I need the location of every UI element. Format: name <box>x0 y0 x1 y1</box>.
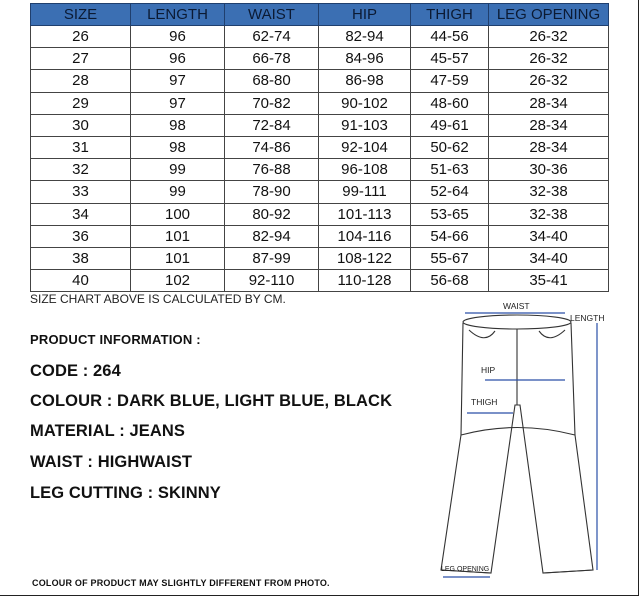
table-cell: 54-66 <box>411 225 489 247</box>
table-cell: 36 <box>31 225 131 247</box>
table-row <box>31 225 609 247</box>
table-cell: 108-122 <box>319 247 411 269</box>
table-cell: 56-68 <box>411 270 489 292</box>
table-cell: 51-63 <box>411 159 489 181</box>
table-cell: 104-116 <box>319 225 411 247</box>
product-material: MATERIAL : JEANS <box>30 422 185 440</box>
leg-opening-label: LEG OPENING <box>441 566 490 573</box>
table-row <box>31 181 609 203</box>
table-cell: 45-57 <box>411 48 489 70</box>
table-cell: 28-34 <box>489 114 609 136</box>
table-cell: 47-59 <box>411 70 489 92</box>
product-colour: COLOUR : DARK BLUE, LIGHT BLUE, BLACK <box>30 392 393 410</box>
column-header: HIP <box>319 4 411 26</box>
table-cell: 32-38 <box>489 203 609 225</box>
table-cell: 91-103 <box>319 114 411 136</box>
footer-disclaimer: COLOUR OF PRODUCT MAY SLIGHTLY DIFFERENT FROM PHOTO. <box>32 578 330 588</box>
table-cell: 97 <box>131 70 225 92</box>
table-cell: 101 <box>131 225 225 247</box>
table-cell: 26-32 <box>489 26 609 48</box>
size-chart-table <box>30 3 609 292</box>
table-cell: 62-74 <box>225 26 319 48</box>
table-row <box>31 270 609 292</box>
table-cell: 68-80 <box>225 70 319 92</box>
column-header: LENGTH <box>131 4 225 26</box>
table-cell: 55-67 <box>411 247 489 269</box>
table-row <box>31 247 609 269</box>
table-cell: 82-94 <box>319 26 411 48</box>
table-cell: 92-104 <box>319 136 411 158</box>
table-cell: 102 <box>131 270 225 292</box>
table-cell: 29 <box>31 92 131 114</box>
table-cell: 30 <box>31 114 131 136</box>
product-leg-cutting: LEG CUTTING : SKINNY <box>30 484 221 502</box>
product-code: CODE : 264 <box>30 362 121 380</box>
jeans-measurement-diagram <box>425 295 625 590</box>
table-cell: 99 <box>131 159 225 181</box>
table-cell: 78-90 <box>225 181 319 203</box>
table-cell: 33 <box>31 181 131 203</box>
table-cell: 48-60 <box>411 92 489 114</box>
table-cell: 99 <box>131 181 225 203</box>
thigh-label: THIGH <box>471 397 498 407</box>
column-header: LEG OPENING <box>489 4 609 26</box>
table-cell: 101-113 <box>319 203 411 225</box>
table-row <box>31 92 609 114</box>
table-cell: 110-128 <box>319 270 411 292</box>
table-row <box>31 48 609 70</box>
table-cell: 38 <box>31 247 131 269</box>
table-cell: 66-78 <box>225 48 319 70</box>
table-cell: 92-110 <box>225 270 319 292</box>
table-row <box>31 159 609 181</box>
table-cell: 26 <box>31 26 131 48</box>
table-cell: 27 <box>31 48 131 70</box>
table-row <box>31 136 609 158</box>
column-header: WAIST <box>225 4 319 26</box>
table-cell: 96 <box>131 26 225 48</box>
product-info-title: PRODUCT INFORMATION : <box>30 332 201 347</box>
length-label: LENGTH <box>570 313 605 323</box>
size-chart-note: SIZE CHART ABOVE IS CALCULATED BY CM. <box>30 292 286 306</box>
table-cell: 35-41 <box>489 270 609 292</box>
table-cell: 32-38 <box>489 181 609 203</box>
table-cell: 34-40 <box>489 225 609 247</box>
waist-label: WAIST <box>503 301 530 311</box>
table-cell: 70-82 <box>225 92 319 114</box>
table-header-row <box>31 4 609 26</box>
table-cell: 86-98 <box>319 70 411 92</box>
table-row <box>31 114 609 136</box>
column-header: THIGH <box>411 4 489 26</box>
table-cell: 49-61 <box>411 114 489 136</box>
table-cell: 31 <box>31 136 131 158</box>
table-row <box>31 70 609 92</box>
table-cell: 34 <box>31 203 131 225</box>
table-row <box>31 26 609 48</box>
table-body <box>31 26 609 292</box>
table-cell: 80-92 <box>225 203 319 225</box>
table-cell: 96-108 <box>319 159 411 181</box>
column-header: SIZE <box>31 4 131 26</box>
table-cell: 26-32 <box>489 70 609 92</box>
table-cell: 28-34 <box>489 92 609 114</box>
table-cell: 99-111 <box>319 181 411 203</box>
table-cell: 52-64 <box>411 181 489 203</box>
product-waist: WAIST : HIGHWAIST <box>30 453 193 471</box>
table-cell: 28 <box>31 70 131 92</box>
table-cell: 100 <box>131 203 225 225</box>
table-cell: 90-102 <box>319 92 411 114</box>
table-cell: 44-56 <box>411 26 489 48</box>
table-cell: 32 <box>31 159 131 181</box>
table-cell: 26-32 <box>489 48 609 70</box>
table-row <box>31 203 609 225</box>
table-cell: 30-36 <box>489 159 609 181</box>
table-cell: 87-99 <box>225 247 319 269</box>
table-cell: 76-88 <box>225 159 319 181</box>
table-cell: 74-86 <box>225 136 319 158</box>
jeans-outline-icon <box>441 315 593 573</box>
table-cell: 96 <box>131 48 225 70</box>
hip-label: HIP <box>481 365 496 375</box>
table-cell: 50-62 <box>411 136 489 158</box>
table-cell: 53-65 <box>411 203 489 225</box>
table-cell: 97 <box>131 92 225 114</box>
table-cell: 34-40 <box>489 247 609 269</box>
table-cell: 101 <box>131 247 225 269</box>
table-cell: 98 <box>131 136 225 158</box>
table-cell: 72-84 <box>225 114 319 136</box>
table-cell: 84-96 <box>319 48 411 70</box>
table-cell: 98 <box>131 114 225 136</box>
table-cell: 40 <box>31 270 131 292</box>
table-cell: 82-94 <box>225 225 319 247</box>
table-cell: 28-34 <box>489 136 609 158</box>
